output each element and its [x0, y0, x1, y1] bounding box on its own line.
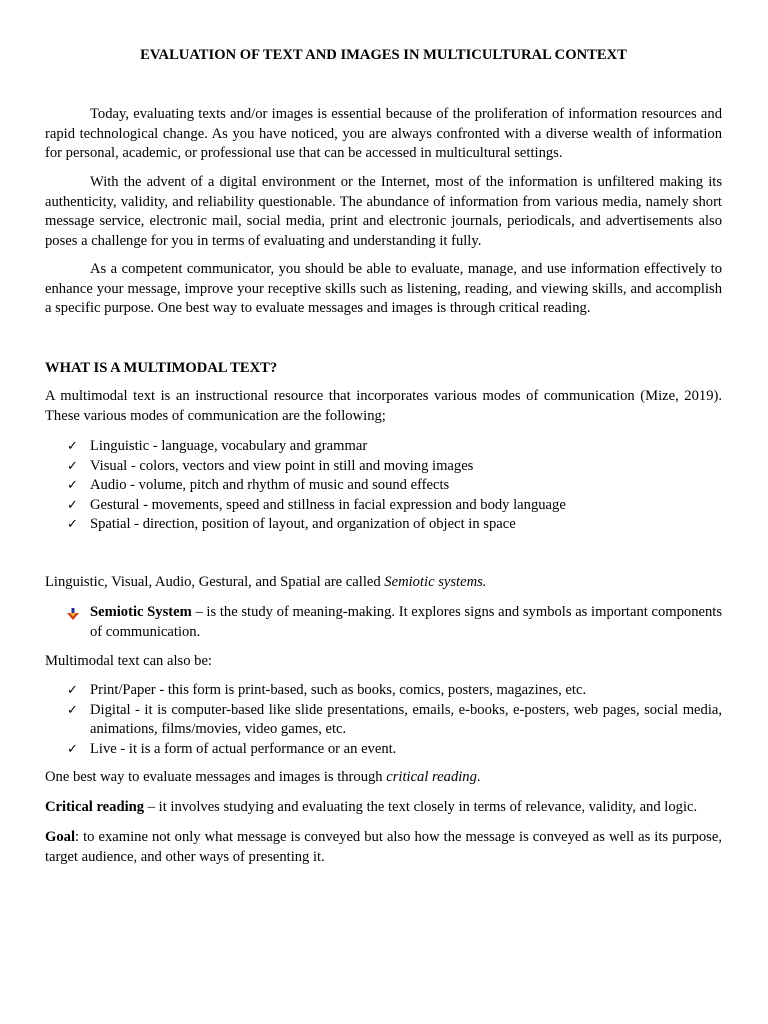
checkmark-icon: ✓: [67, 741, 78, 757]
list-item: [45, 701, 722, 740]
intro-paragraph-1: Today, evaluating texts and/or images is essential because of the proliferation of information resources and rapid technological change. As you have noticed, you are always confronted with a diverse wealth of information for personal, academic, or professional use that can be accessed in multicultural settings.: [45, 106, 722, 161]
mode-text: Spatial - direction, position of layout, and organization of object in space: [90, 516, 516, 532]
mode-text: Linguistic - language, vocabulary and grammar: [90, 438, 368, 454]
list-item: [45, 457, 722, 477]
checkmark-icon: ✓: [67, 497, 78, 513]
section-heading: WHAT IS A MULTIMODAL TEXT?: [45, 360, 278, 376]
checkmark-icon: ✓: [67, 478, 78, 493]
list-item: [45, 437, 722, 457]
checkmark-icon: ✓: [67, 458, 78, 474]
critical-intro: [45, 768, 722, 788]
mode-text: Gestural - movements, speed and stillness in facial expression and body language: [90, 496, 566, 513]
list-item: [45, 496, 722, 516]
semiotic-intro: [45, 573, 722, 593]
critical-intro-end: .: [476, 769, 481, 785]
definition-paragraph: A multimodal text is an instructional resource that incorporates various modes of communication (Mize, 2019). These various modes of communication are the following;: [45, 388, 722, 424]
intro-paragraph-2: With the advent of a digital environment or the Internet, most of the information is unfiltered making its authenticity, validity, and reliability questionable. The abundance of information from various media, namely short message service, electronic mail, social media, print and electronic journals, periodicals, and advertisements also poses a challenge for you in terms of evaluating and understanding it fully.: [45, 174, 722, 249]
modes-list: [45, 437, 722, 535]
checkmark-icon: ✓: [67, 517, 78, 532]
form-text: Live - it is a form of actual performance or an event.: [90, 740, 397, 757]
list-item: [45, 515, 722, 535]
form-text: Print/Paper - this form is print-based, such as books, comics, posters, magazines, etc.: [90, 682, 587, 698]
semiotic-intro-text: Linguistic, Visual, Audio, Gestural, and Spatial are called: [45, 574, 385, 590]
critical-intro-text: One best way to evaluate messages and images is through: [45, 769, 387, 785]
semiotic-list: [45, 603, 722, 642]
goal-paragraph: [45, 828, 722, 867]
critical-intro-italic: critical reading: [386, 769, 477, 785]
list-item: [45, 740, 722, 760]
form-text: Digital - it is computer-based like slide presentations, emails, e-books, e-posters, web pages, social media, animations, films/movies, video games, etc.: [90, 701, 722, 737]
goal-term: Goal: [45, 829, 75, 845]
list-item: [45, 681, 722, 701]
arrow-down-icon: [67, 608, 79, 620]
mode-text: Visual - colors, vectors and view point in still and moving images: [90, 457, 474, 474]
critical-definition: – it involves studying and evaluating the text closely in terms of relevance, validity, and logic.: [144, 799, 698, 815]
semiotic-intro-italic: Semiotic systems.: [384, 574, 487, 590]
critical-reading-definition: [45, 798, 722, 818]
list-item: [45, 476, 722, 496]
semiotic-term: Semiotic System: [90, 604, 192, 620]
forms-list: [45, 681, 722, 759]
semiotic-definition: – is the study of meaning-making. It explores signs and symbols as important components of communication.: [90, 604, 722, 640]
checkmark-icon: ✓: [67, 683, 78, 698]
list-item: [45, 603, 722, 642]
checkmark-icon: ✓: [67, 439, 78, 454]
mode-text: Audio - volume, pitch and rhythm of music and sound effects: [90, 477, 450, 493]
goal-text: : to examine not only what message is conveyed but also how the message is conveyed as well as its purpose, target audience, and other ways of presenting it.: [45, 829, 722, 865]
multimodal-also-text: Multimodal text can also be:: [45, 653, 212, 669]
critical-term: Critical reading: [45, 799, 145, 815]
intro-paragraph-3: As a competent communicator, you should be able to evaluate, manage, and use information effectively to enhance your message, improve your receptive skills such as listening, reading, and viewing skills, and accomplish a specific purpose. One best way to evaluate messages and images is through critical reading.: [45, 261, 722, 316]
checkmark-icon: ✓: [67, 702, 78, 718]
page-title: EVALUATION OF TEXT AND IMAGES IN MULTICULTURAL CONTEXT: [140, 47, 627, 63]
